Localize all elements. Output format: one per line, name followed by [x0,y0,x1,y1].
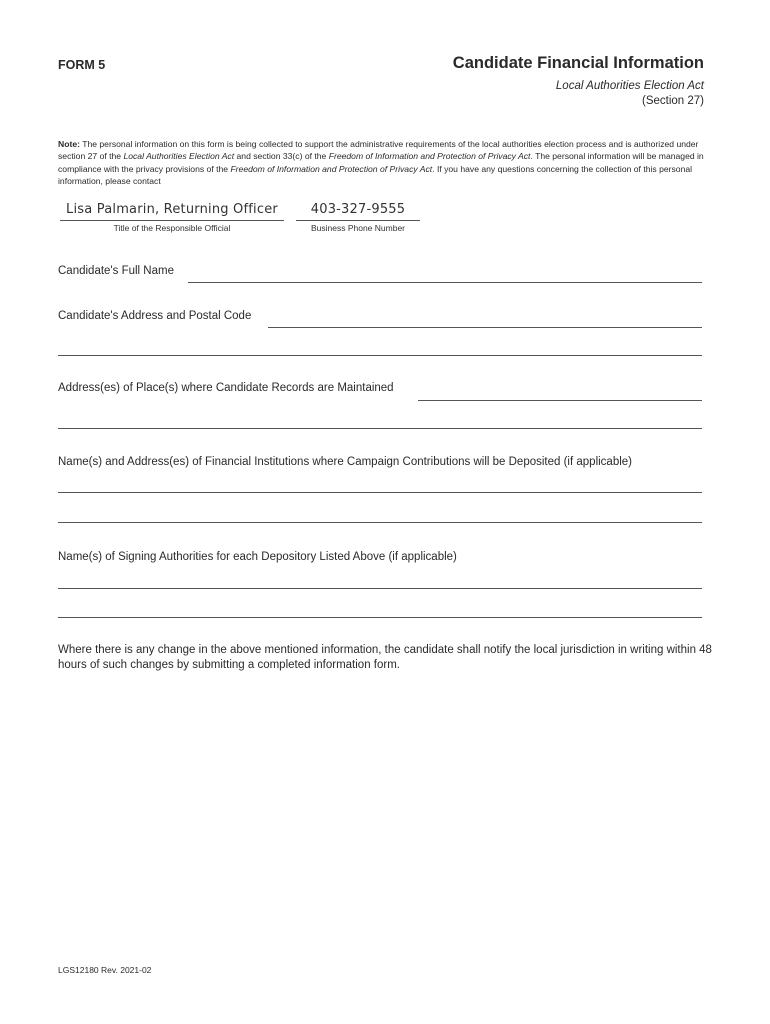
full-name-field[interactable] [188,282,702,283]
note-text-1: The personal information on this form is being collected to support the administrative requirements of the local authorities election process and is authorized under section 27 of the [58,139,699,162]
responsible-official-value: Lisa Palmarin, Returning Officer [66,202,278,217]
financial-institutions-field-line-2[interactable] [58,522,702,523]
form-number: FORM 5 [58,58,106,72]
change-notice: Where there is any change in the above mentioned information, the candidate shall notify the local jurisdiction in writing within 48 hours of such changes by submitting a completed information form. [58,644,712,671]
note-text-4: . If you have any questions concerning the collection of this personal information, please contact [58,163,693,186]
business-phone-caption: Business Phone Number [310,223,406,233]
responsible-official-line [60,220,284,221]
note-text-2: and section 33(c) of the [234,151,329,162]
business-phone-value: 403-327-9555 [310,202,406,217]
signing-authorities-label: Name(s) of Signing Authorities for each Depository Listed Above (if applicable) [58,551,457,563]
financial-institutions-label: Name(s) and Address(es) of Financial Institutions where Campaign Contributions will be Deposited (if applicable) [58,456,632,468]
full-name-label: Candidate's Full Name [58,265,174,277]
note-act-3: Freedom of Information and Protection of Privacy Act [230,163,433,174]
note-act-2: Freedom of Information and Protection of Privacy Act [328,151,531,162]
page-title: Candidate Financial Information [452,54,704,72]
privacy-note [58,138,708,187]
address-field[interactable] [268,327,702,328]
note-label: Note: [58,139,80,149]
note-text-3: . The personal information will be managed in compliance with the privacy provisions of the [58,151,704,174]
signing-authorities-field-line-1[interactable] [58,588,702,589]
financial-institutions-field-line-1[interactable] [58,492,702,493]
records-location-field-line-2[interactable] [58,428,702,429]
note-act-1: Local Authorities Election Act [123,151,235,162]
act-name: Local Authorities Election Act [555,80,704,92]
records-location-field[interactable] [418,400,702,401]
records-location-label: Address(es) of Place(s) where Candidate Records are Maintained [58,382,394,394]
signing-authorities-field-line-2[interactable] [58,617,702,618]
responsible-official-caption: Title of the Responsible Official [113,223,231,233]
business-phone-line [296,220,420,221]
section-reference: (Section 27) [641,95,704,107]
address-field-line-2[interactable] [58,355,702,356]
form-code: LGS12180 Rev. 2021-02 [58,965,152,975]
address-label: Candidate's Address and Postal Code [58,310,252,322]
